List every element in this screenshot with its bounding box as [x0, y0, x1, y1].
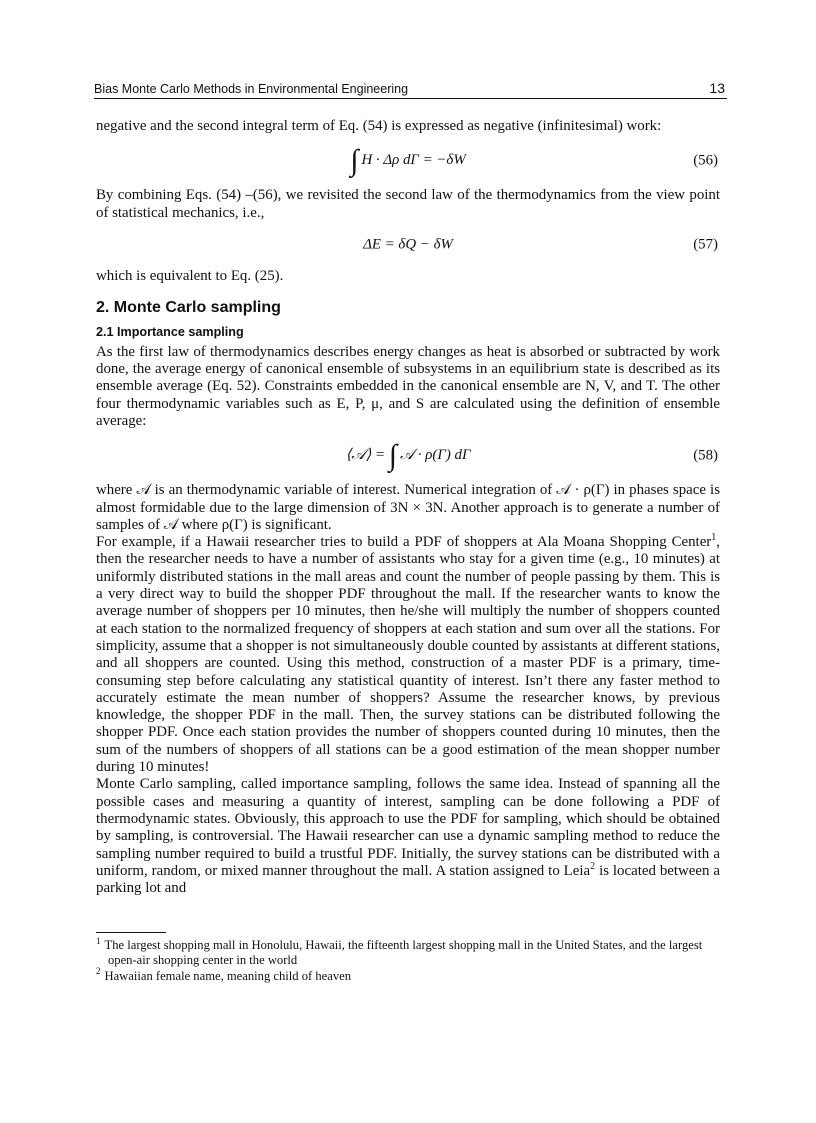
equation-lhs: ⟨𝒜⟩ = [345, 447, 389, 464]
equation-number: (56) [693, 152, 718, 169]
footnote-mark-2[interactable]: 2 [590, 860, 596, 872]
paragraph [96, 534, 720, 776]
footnote-1 [96, 935, 720, 969]
paragraph-text: Monte Carlo sampling, called importance sampling, follows the same idea. Instead of spanning all the possible cases and measuring a quantity of interest, sampling can be done following a PDF of thermodynamic states. Obviously, this approach to use the PDF for sampling, which should be obtained by sampling, is controversial. The Hawaii researcher can use a dynamic sampling method to reduce the sampling number required to build a trustful PDF. Initially, the survey stations can be distributed with a uniform, random, or mixed manner throughout the mall. A station assigned to Leia [96, 776, 720, 879]
footnote-divider [96, 932, 166, 933]
equation-57 [96, 226, 720, 264]
paragraph: By combining Eqs. (54) –(56), we revisited the second law of the thermodynamics from the view point of statistical mechanics, i.e., [96, 187, 720, 221]
paragraph: which is equivalent to Eq. (25). [96, 267, 284, 284]
running-header [94, 78, 727, 99]
paragraph-text: is located between a parking lot and [96, 862, 720, 897]
paragraph [96, 776, 720, 897]
paragraph-text: , then the researcher needs to have a number of assistants who stay for a given time (e.g., 10 minutes) at uniformly distributed stations in the mall areas and count the number of people passing by them. This is a very direct way to build the shopper PDF throughout the mall. If the researcher wants to know the average number of shoppers per 10 minutes, then he/she will multiply the number of shoppers counted at each station to the normalized frequency of shoppers at each station and sum over all the stations. For simplicity, assume that a shopper is not simultaneously double counted by assistants at different stations, and all shoppers are counted. Using this method, construction of a master PDF is a primary, time-consuming step before calculating any statistical quantity of interest. Isn’t there any faster method to accurately estimate the mean number of shoppers? Assume the researcher knows, by previous knowledge, the shopper PDF in the mall. Then, the survey stations can be distributed following the shopper PDF. Once each station provides the number of shoppers counted during 10 minutes, then the sum of the numbers of shoppers of all stations can be a good estimation of the mean shopper number during 10 minutes! [96, 534, 720, 776]
paragraph: As the first law of thermodynamics describes energy changes as heat is absorbed or subtracted by work done, the average energy of canonical ensemble of subsystems in an equilibrium state is described as its ensemble average (Eq. 52). Constraints embedded in the canonical ensemble are N, V, and T. The other four thermodynamic variables such as E, P, μ, and S are calculated using the definition of ensemble average: [96, 343, 720, 429]
integral-sign: ∫ [350, 144, 359, 178]
footnote-text: The largest shopping mall in Honolulu, Hawaii, the fifteenth largest shopping mall in the United States, and the largest open-air shopping center in the world [104, 938, 703, 968]
paragraph-text: For example, if a Hawaii researcher tries to build a PDF of shoppers at Ala Moana Shopping Center [96, 534, 712, 551]
equation-number: (58) [693, 447, 718, 464]
subsection-heading: 2.1 Importance sampling [96, 325, 244, 340]
equation-56 [96, 139, 720, 183]
equation-expression: ΔE = δQ − δW [363, 236, 453, 253]
footnote-number: 2 [96, 966, 101, 977]
running-title: Bias Monte Carlo Methods in Environmental Engineering [94, 82, 409, 96]
equation-expression: H · Δρ dΓ = −δW [361, 152, 466, 169]
section-heading: 2. Monte Carlo sampling [96, 299, 281, 317]
equation-rhs: 𝒜 · ρ(Γ) dΓ [399, 447, 471, 464]
footnote-number: 1 [96, 935, 101, 946]
footnote-2 [96, 966, 720, 984]
body-text [96, 118, 720, 897]
footnote-text: Hawaiian female name, meaning child of heaven [104, 968, 352, 983]
integral-sign: ∫ [388, 439, 397, 473]
footnote-mark-1[interactable]: 1 [711, 532, 717, 544]
paragraph: negative and the second integral term of Eq. (54) is expressed as negative (infinitesimal) work: [96, 118, 662, 134]
page-number: 13 [709, 80, 725, 96]
equation-number: (57) [693, 236, 718, 253]
footnotes [96, 932, 720, 984]
paragraph: where 𝒜 is an thermodynamic variable of interest. Numerical integration of 𝒜 · ρ(Γ) in phases space is almost formidable due to the large dimension of 3N × 3N. Another approach is to generate a number of samples of 𝒜 where ρ(Γ) is significant. [96, 482, 720, 533]
equation-58 [96, 434, 720, 478]
